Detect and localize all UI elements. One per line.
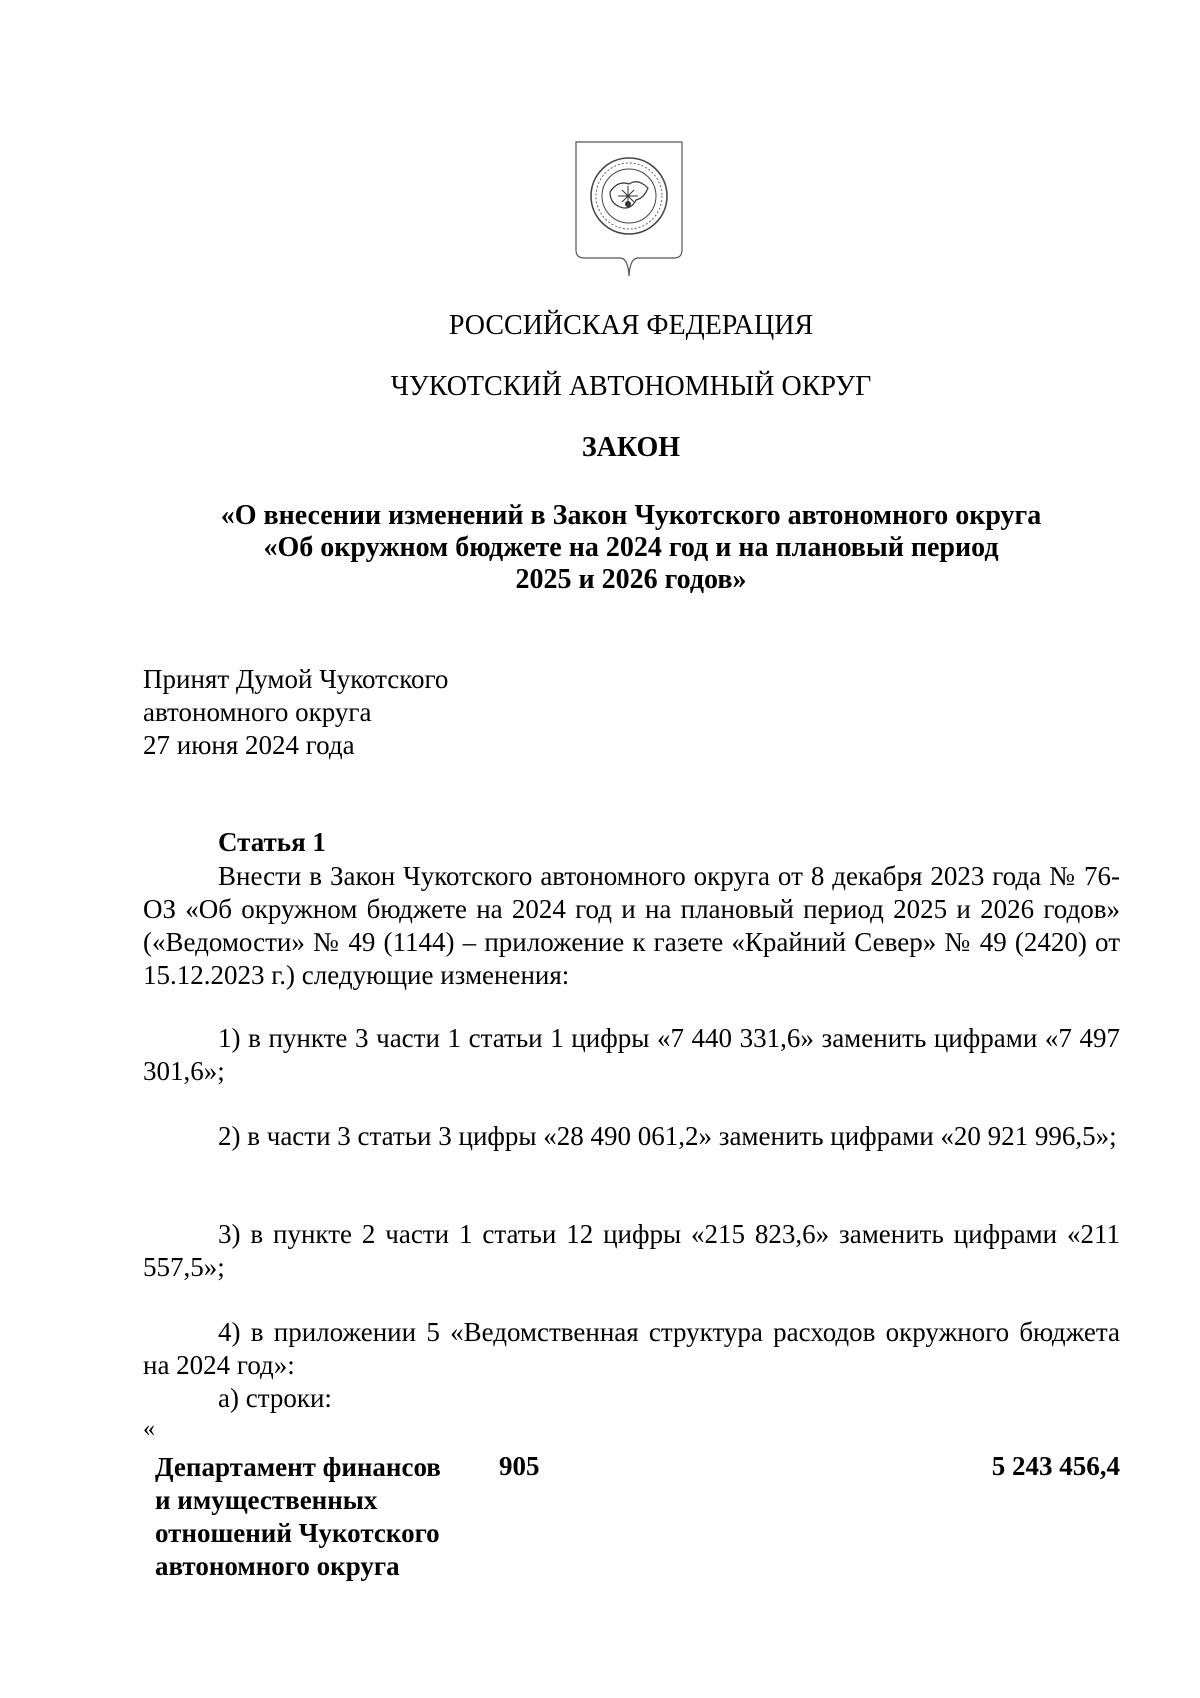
law-title-line: «Об окружном бюджете на 2024 год и на плановый период (263, 532, 999, 563)
department-line: и имущественных (155, 1485, 378, 1515)
amendment-item: 4) в приложении 5 «Ведомственная структура расходов окружного бюджета на 2024 год»: (143, 1317, 1120, 1380)
document-type-heading: ЗАКОН (581, 432, 681, 463)
article-intro: Внести в Закон Чукотского автономного округа от 8 декабря 2023 года № 76-ОЗ «Об окружном бюджете на 2024 год и на плановый период 2025 и 2026 годов» («Ведомости» № 49 (1144) – приложение к газете «Крайний Север» № 49 (2420) от 15.12.2023 г.) следующие изменения: (143, 861, 1120, 990)
law-title-line: 2025 и 2026 годов» (515, 564, 747, 595)
amendment-item: 1) в пункте 3 части 1 статьи 1 цифры «7 440 331,6» заменить цифрами «7 497 301,6»; (143, 1023, 1120, 1086)
department-code: 905 (499, 1451, 540, 1481)
law-title-line: «О внесении изменений в Закон Чукотского автономного округа (220, 500, 1042, 531)
amendment-item: 3) в пункте 2 части 1 статьи 12 цифры «215 823,6» заменить цифрами «211 557,5»; (143, 1219, 1120, 1282)
article-title: Статья 1 (218, 827, 326, 857)
adoption-note (143, 663, 448, 762)
region-heading: ЧУКОТСКИЙ АВТОНОМНЫЙ ОКРУГ (390, 371, 872, 402)
amendment-item: 2) в части 3 статьи 3 цифры «28 490 061,2» заменить цифрами «20 921 996,5»; (218, 1121, 1117, 1151)
department-line: Департамент финансов (155, 1452, 441, 1482)
department-name (155, 1451, 485, 1583)
chukotka-coat-of-arms-icon (574, 140, 684, 278)
adoption-line: Принят Думой Чукотского (143, 664, 449, 694)
sub-item: а) строки: (218, 1383, 332, 1413)
department-amount: 5 243 456,4 (991, 1451, 1120, 1481)
department-line: автономного округа (155, 1551, 400, 1581)
adoption-line: 27 июня 2024 года (143, 730, 355, 760)
adoption-line: автономного округа (143, 697, 372, 727)
law-title (0, 500, 1200, 596)
department-line: отношений Чукотского (155, 1518, 440, 1548)
quote-open-mark: « (143, 1416, 155, 1442)
country-heading: РОССИЙСКАЯ ФЕДЕРАЦИЯ (448, 310, 814, 341)
